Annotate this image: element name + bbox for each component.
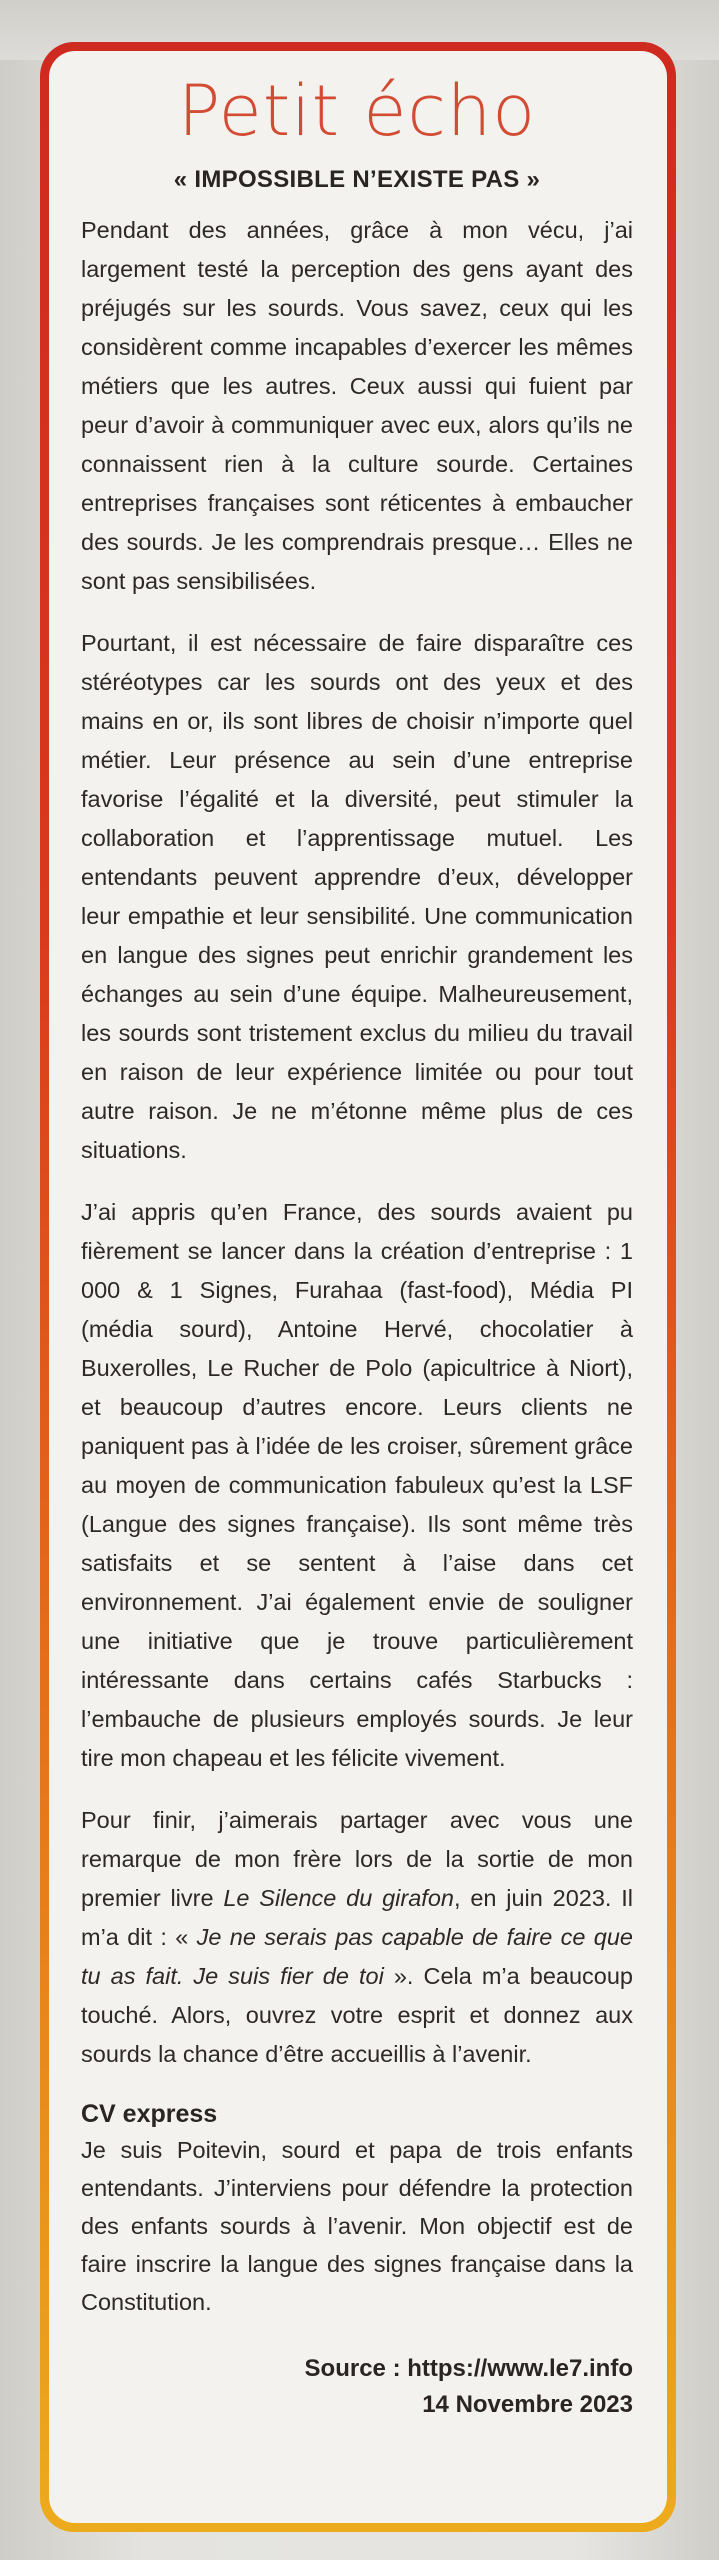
source-line: Source : https://www.le7.info (304, 2355, 633, 2382)
paragraph-2: Pourtant, il est nécessaire de faire disparaître ces stéréotypes car les sourds ont des yeux et des mains en or, ils sont libres de choisir n’importe quel métier. Leur présence au sein d’une entreprise favorise l’égalité et la diversité, peut stimuler la collaboration et l’apprentissage mutuel. Les entendants peuvent apprendre d’eux, développer leur empathie et leur sensibilité. Une communication en langue des signes peut enrichir grandement les échanges au sein d’une équipe. Malheureusement, les sourds sont tristement exclus du milieu du travail en raison de leur expérience limitée ou pour tout autre raison. Je ne m’étonne même plus de ces situations. (81, 630, 633, 1163)
paragraph-4-part2: , en juin 2023. Il m’a dit : « (81, 1885, 633, 1950)
brother-quote: Je ne serais pas capable de faire ce que tu as fait. Je suis fier de toi (81, 1924, 633, 1989)
paragraph-4-part1: Pour finir, j’aimerais partager avec vous une remarque de mon frère lors de la sortie de mon premier livre (81, 1807, 633, 1911)
cv-text: Je suis Poitevin, sourd et papa de trois enfants entendants. J’interviens pour défendre la protection des enfants sourds à l’avenir. Mon objectif est de faire inscrire la langue des signes française dans la Constitution. (81, 2137, 633, 2315)
article-box (49, 51, 667, 2523)
source-date: 14 Novembre 2023 (422, 2391, 633, 2418)
paragraph-3: J’ai appris qu’en France, des sourds avaient pu fièrement se lancer dans la création d’entreprise : 1 000 & 1 Signes, Furahaa (fast-food), Média PI (média sourd), Antoine Hervé, chocolatier à Buxerolles, Le Rucher de Polo (apicultrice à Niort), et beaucoup d’autres encore. Leurs clients ne paniquent pas à l’idée de les croiser, sûrement grâce au moyen de communication fabuleux qu’est la LSF (Langue des signes française). Ils sont même très satisfaits et se sentent à l’aise dans cet environnement. J’ai également envie de souligner une initiative que je trouve particulièrement intéressante dans certains cafés Starbucks : l’embauche de plusieurs employés sourds. Je leur tire mon chapeau et les félicite vivement. (81, 1199, 633, 1771)
article-frame (40, 42, 676, 2532)
article-subtitle: « IMPOSSIBLE N’EXISTE PAS » (173, 166, 541, 193)
article-title: Petit écho (177, 70, 537, 152)
paragraph-1: Pendant des années, grâce à mon vécu, j’ai largement testé la perception des gens ayant des préjugés sur les sourds. Vous savez, ceux qui les considèrent comme incapables d’exercer les mêmes métiers que les autres. Ceux aussi qui fuient par peur d’avoir à communiquer avec eux, alors qu’ils ne connaissent rien à la culture sourde. Certaines entreprises françaises sont réticentes à embaucher des sourds. Je les comprendrais presque… Elles ne sont pas sensibilisées. (81, 217, 633, 594)
cv-heading: CV express (81, 2100, 218, 2128)
book-title: Le Silence du girafon (223, 1885, 454, 1911)
paragraph-4-part3: ». Cela m’a beaucoup touché. Alors, ouvrez votre esprit et donnez aux sourds la chance d’être accueillis à l’avenir. (81, 1963, 633, 2067)
paragraph-4 (81, 1801, 633, 2074)
